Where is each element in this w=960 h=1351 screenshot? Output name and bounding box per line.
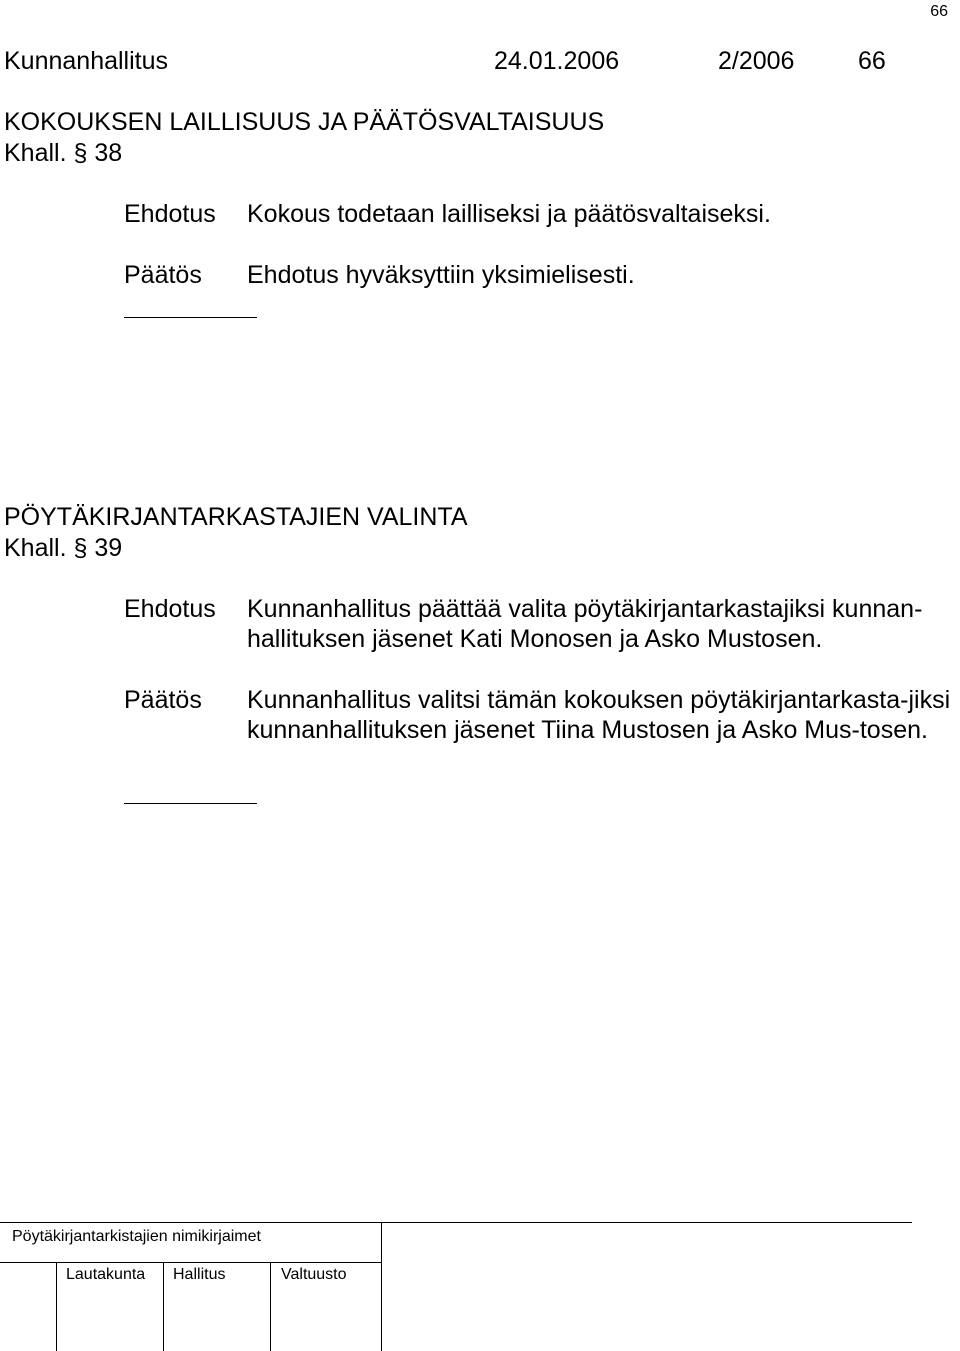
footer-divider xyxy=(381,1222,382,1262)
initials-column-divider xyxy=(381,1262,382,1351)
section-symbol: § xyxy=(73,534,88,562)
header-page: 66 xyxy=(858,47,886,75)
initials-column-divider xyxy=(56,1262,57,1351)
proposal-label: Ehdotus xyxy=(124,200,216,228)
section-end-rule xyxy=(124,317,257,318)
proposal-text: Kokous todetaan lailliseksi ja päätösvaltaiseksi. xyxy=(247,200,771,228)
footer-mid-rule xyxy=(0,1262,382,1263)
section-number: 39 xyxy=(94,534,123,562)
proposal-label: Ehdotus xyxy=(124,595,216,623)
page-number: 66 xyxy=(930,3,948,20)
section-title: KOKOUKSEN LAILLISUUS JA PÄÄTÖSVALTAISUUS xyxy=(4,108,605,136)
section-ref-label: Khall. xyxy=(4,139,67,167)
section-reference xyxy=(4,138,122,168)
section-number: 38 xyxy=(94,139,123,167)
column-lautakunta: Lautakunta xyxy=(66,1266,146,1283)
section-reference xyxy=(4,533,122,563)
section-symbol: § xyxy=(73,139,88,167)
footer-top-rule xyxy=(0,1222,912,1223)
section-title: PÖYTÄKIRJANTARKASTAJIEN VALINTA xyxy=(4,503,468,531)
header-meeting-number: 2/2006 xyxy=(718,47,795,75)
header-date: 24.01.2006 xyxy=(494,47,620,75)
initials-label: Pöytäkirjantarkistajien nimikirjaimet xyxy=(12,1228,261,1245)
column-hallitus: Hallitus xyxy=(173,1266,226,1283)
section-end-rule xyxy=(124,803,257,804)
section-ref-label: Khall. xyxy=(4,534,67,562)
decision-label: Päätös xyxy=(124,686,202,714)
proposal-text: Kunnanhallitus päättää valita pöytäkirjantarkastajiksi kunnan-hallituksen jäsenet Kati Monosen ja Asko Mustosen. xyxy=(247,595,923,653)
decision-text: Ehdotus hyväksyttiin yksimielisesti. xyxy=(247,261,635,289)
decision-text: Kunnanhallitus valitsi tämän kokouksen pöytäkirjantarkasta-jiksi kunnanhallituksen jäsenet Tiina Mustosen ja Asko Mus-tosen. xyxy=(247,686,951,744)
header-body: Kunnanhallitus xyxy=(4,47,169,75)
column-valtuusto: Valtuusto xyxy=(281,1266,347,1283)
initials-column-divider xyxy=(270,1262,271,1351)
initials-column-divider xyxy=(163,1262,164,1351)
decision-label: Päätös xyxy=(124,261,202,289)
